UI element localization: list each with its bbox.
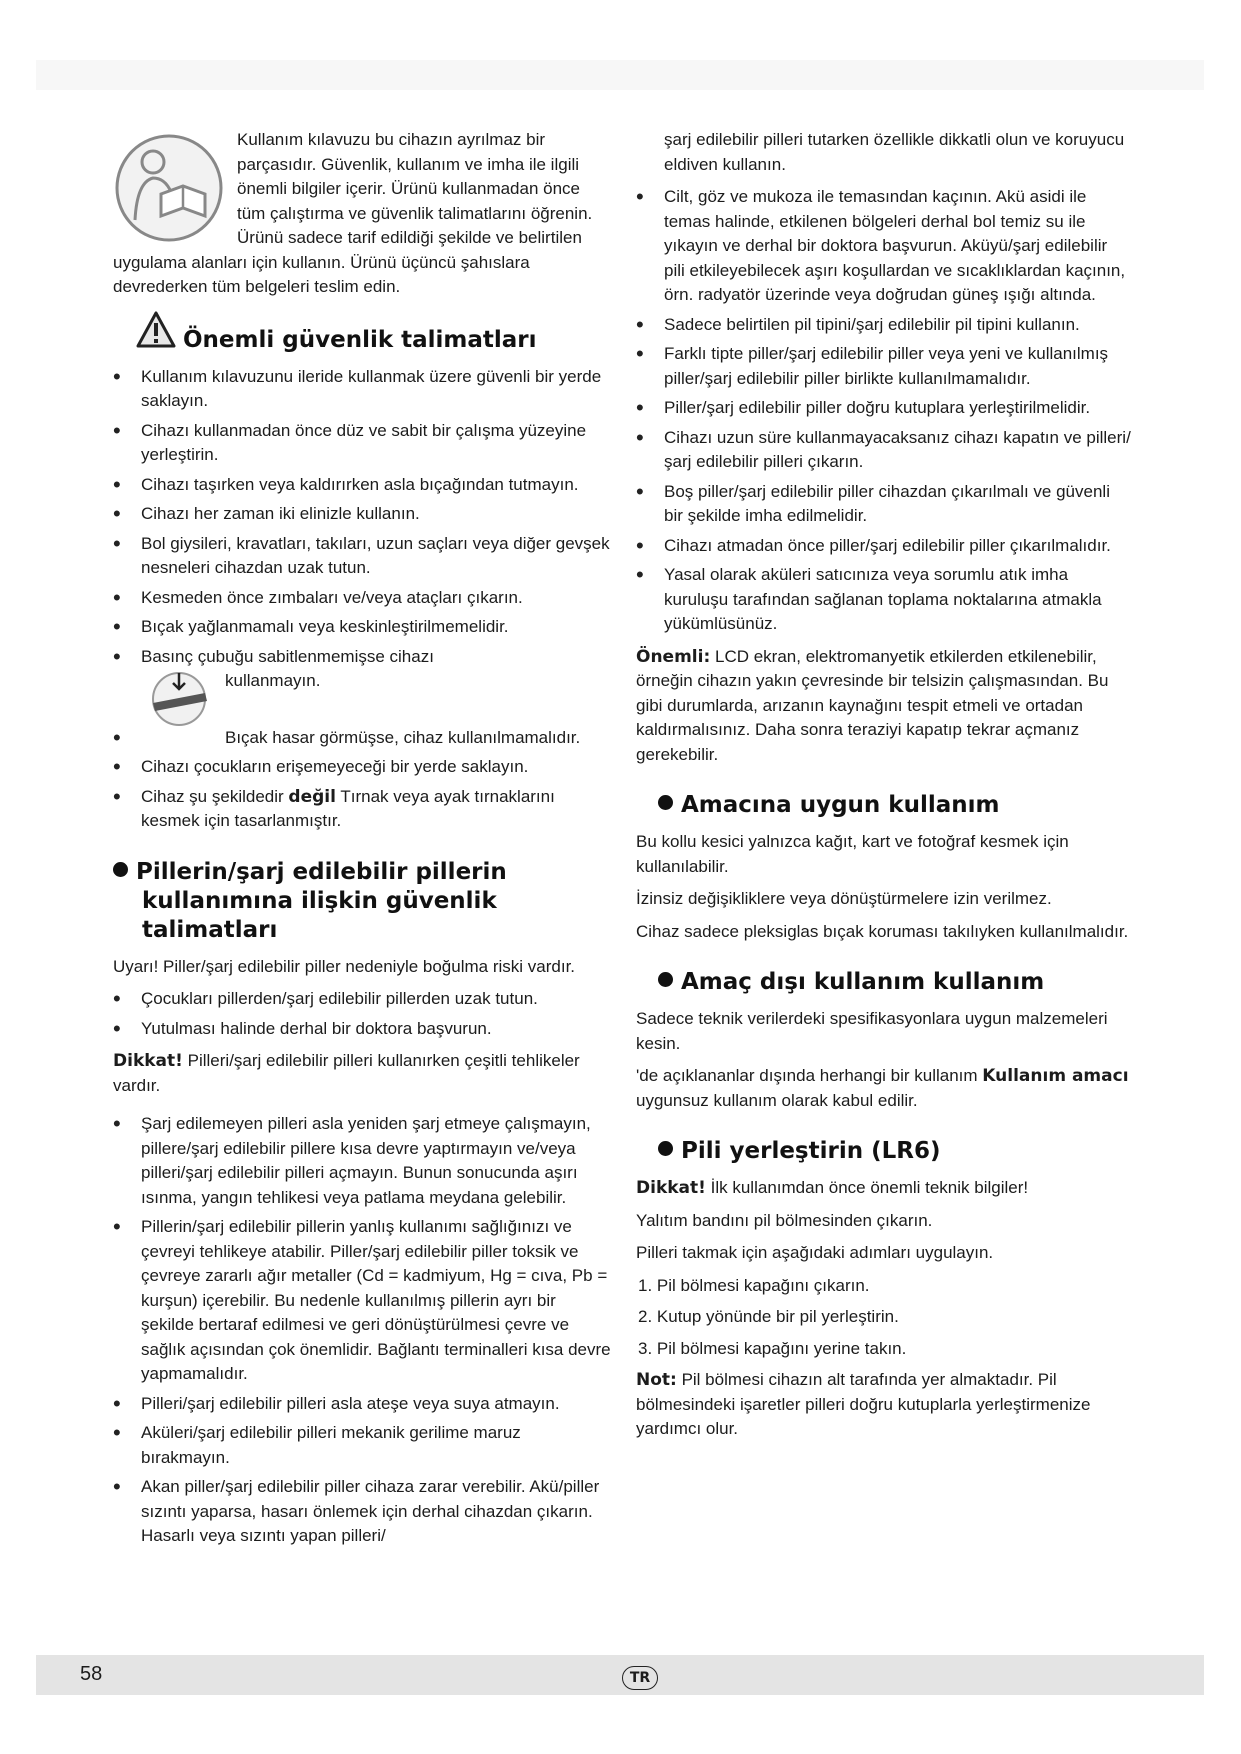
lcd-note [636, 645, 1132, 768]
list-item: • Cihazı her zaman iki elinizle kullanın. [113, 502, 613, 527]
list-item-pressure-bar [113, 645, 613, 721]
pusher-text-a: Basınç çubuğu sabitlenmemişse cihazı [141, 646, 434, 666]
note-text: Pil bölmesi cihazın alt tarafında yer almaktadır. Pil bölmesindeki işaretler pilleri doğru kutuplarla yerleştirmenize yardımcı olur. [636, 1370, 1091, 1438]
intended-heading-text: Amacına uygun kullanım [681, 792, 1000, 818]
page-number: 58 [80, 1663, 103, 1685]
list-item: • Cihazı uzun süre kullanmayacaksanız cihazı kapatın ve pilleri/şarj edilebilir pilleri çıkarın. [636, 426, 1132, 475]
insert-p2: Pilleri takmak için aşağıdaki adımları uygulayın. [636, 1243, 994, 1262]
misuse-heading [636, 968, 1132, 997]
battery-warning: Uyarı! Piller/şarj edilebilir piller nedeniyle boğulma riski vardır. [113, 956, 576, 976]
battery-caution [113, 1049, 613, 1098]
intended-p1: Bu kollu kesici yalnızca kağıt, kart ve fotoğraf kesmek için kullanılabilir. [636, 832, 1069, 876]
caution-label: Dikkat! [113, 1051, 183, 1071]
misuse-text: uygunsuz kullanım olarak kabul edilir. [636, 1090, 918, 1110]
list-item: • Aküleri/şarj edilebilir pilleri mekanik gerilime maruz bırakmayın. [113, 1421, 613, 1470]
list-item: • Pilleri/şarj edilebilir pilleri asla ateşe veya suya atmayın. [113, 1392, 613, 1417]
battery-list-2 [113, 1112, 613, 1549]
important-text: LCD ekran, elektromanyetik etkilerden etkilenebilir, örneğin cihazın yakın çevresinde bir telsizin çalışmasından. Bu gibi durumlarda, arızanın kaynağını tespit etmeli ve ortadan kaldırmalısınız. Daha sonra teraziyi kapatıp tekrar açmanız gerekebilir. [636, 646, 1109, 764]
list-item: • Çocukları pillerden/şarj edilebilir pillerden uzak tutun. [113, 987, 613, 1012]
intended-heading [636, 791, 1132, 820]
list-item: • Bol giysileri, kravatları, takıları, uzun saçları veya diğer gevşek nesneleri cihazdan uzak tutun. [113, 532, 613, 581]
intro-text: Kullanım kılavuzu bu cihazın ayrılmaz bir parçasıdır. Güvenlik, kullanım ve imha ile ilgili önemli bilgiler içerir. Ürünü kullanmadan önce tüm çalıştırma ve güvenlik talimatlarını öğrenin. Ürünü sadece tarif edildiği şekilde ve belirtilen uygulama alanları için kullanın. Ürünü üçüncü şahıslara devrederken tüm belgeleri teslim edin. [113, 130, 593, 296]
list-item: • Cihazı kullanmadan önce düz ve sabit bir çalışma yüzeyine yerleştirin. [113, 419, 613, 468]
list-item: • Bıçak yağlanmamalı veya keskinleştirilmemelidir. [113, 615, 613, 640]
list-item [113, 785, 613, 834]
right-column [636, 128, 1132, 1450]
heading-bullet-icon [658, 795, 673, 810]
important-label: Önemli: [636, 646, 711, 667]
insert-steps [636, 1274, 1132, 1362]
insert-caution [636, 1176, 1132, 1201]
misuse-p1: Sadece teknik verilerdeki spesifikasyonlara uygun malzemeleri kesin. [636, 1009, 1108, 1053]
list-item: • Cihazı atmadan önce piller/şarj edilebilir piller çıkarılmalıdır. [636, 534, 1132, 559]
list-item: • Yutulması halinde derhal bir doktora başvurun. [113, 1017, 613, 1042]
language-badge: TR [622, 1666, 658, 1690]
battery-heading [113, 858, 613, 945]
safety-list [113, 365, 613, 834]
battery-continued: şarj edilebilir pilleri tutarken özellikle dikkatli olun ve koruyucu eldiven kullanın. [664, 130, 1125, 174]
pusher-text-b: kullanmayın. [225, 671, 321, 690]
pressure-bar-icon [139, 669, 219, 727]
list-item: • Şarj edilemeyen pilleri asla yeniden şarj etmeye çalışmayın, pillere/şarj edilebilir pillere kısa devre yaptırmayın ve/veya pilleri/şarj edilebilir pilleri açmayın. Bunun sonucunda aşırı ısınma, yangın tehlikesi veya patlama meydana gelebilir. [113, 1112, 613, 1210]
intro-block [113, 128, 613, 300]
step-item: 1. Pil bölmesi kapağını çıkarın. [638, 1275, 870, 1295]
item-text: Cihaz şu şekildedir [141, 786, 289, 806]
list-item: • Bıçak hasar görmüşse, cihaz kullanılmamalıdır. [113, 726, 613, 751]
warning-triangle-icon [135, 310, 177, 350]
heading-bullet-icon [658, 1141, 673, 1156]
caution-label: Dikkat! [636, 1178, 706, 1198]
page-footer [36, 1655, 1204, 1695]
caution-text: Pilleri/şarj edilebilir pilleri kullanırken çeşitli tehlikeler vardır. [113, 1051, 580, 1095]
heading-bullet-icon [113, 862, 128, 877]
battery-heading-text: Pillerin/şarj edilebilir pillerin kullanımına ilişkin güvenlik talimatları [136, 858, 507, 943]
misuse-text: 'de açıklananlar dışında herhangi bir kullanım [636, 1066, 983, 1085]
list-item: • Kullanım kılavuzunu ileride kullanmak üzere güvenli bir yerde saklayın. [113, 365, 613, 414]
list-item: • Cilt, göz ve mukoza ile temasından kaçının. Akü asidi ile temas halinde, etkilenen bölgeleri derhal bol temiz su ile yıkayın ve derhal bir doktora başvurun. Aküyü/şarj edilebilir pili etkileyebilecek aşırı koşullardan ve sıcaklıklardan kaçının, örn. radyatör üzerinde veya doğrudan güneş ışığı altında. [636, 185, 1132, 308]
battery-list-3 [636, 185, 1132, 637]
list-item: • Pillerin/şarj edilebilir pillerin yanlış kullanımı sağlığınızı ve çevreyi tehlikeye atabilir. Piller/şarj edilebilir piller toksik ve çevreye zararlı ağır metaller (Cd = kadmiyum, Hg = cıva, Pb = kurşun) içerebilir. Bu nedenle kullanılmış pillerin ayrı bir şekilde bertaraf edilmesi ve geri dönüştürülmesi çevre ve sağlık açısından çok önemlidir. Bağlantı terminalleri kısa devre yapmamalıdır. [113, 1215, 613, 1387]
list-item: • Farklı tipte piller/şarj edilebilir piller veya yeni ve kullanılmış piller/şarj edilebilir piller birlikte kullanılmamalıdır. [636, 342, 1132, 391]
heading-bullet-icon [658, 972, 673, 987]
item-text: Tırnak veya ayak tırnaklarını kesmek için tasarlanmıştır. [141, 786, 555, 830]
read-manual-icon [113, 132, 225, 244]
safety-heading-text: Önemli güvenlik talimatları [183, 326, 537, 353]
list-item: • Sadece belirtilen pil tipini/şarj edilebilir pil tipini kullanın. [636, 313, 1132, 338]
top-band [36, 60, 1204, 90]
list-item: • Kesmeden önce zımbaları ve/veya ataçları çıkarın. [113, 586, 613, 611]
battery-insert-heading-text: Pili yerleştirin (LR6) [681, 1138, 941, 1164]
step-item: 3. Pil bölmesi kapağını yerine takın. [638, 1338, 907, 1358]
list-item: • Cihazı taşırken veya kaldırırken asla bıçağından tutmayın. [113, 473, 613, 498]
left-column [113, 128, 613, 1557]
misuse-bold: Kullanım amacı [982, 1066, 1129, 1086]
caution-text: İlk kullanımdan önce önemli teknik bilgiler! [705, 1178, 1029, 1197]
note-label: Not: [636, 1370, 677, 1390]
insert-note [636, 1368, 1132, 1442]
intended-p3: Cihaz sadece pleksiglas bıçak koruması takılıyken kullanılmalıdır. [636, 921, 1129, 941]
insert-p1: Yalıtım bandını pil bölmesinden çıkarın. [636, 1210, 933, 1230]
intended-p2: İzinsiz değişikliklere veya dönüştürmelere izin verilmez. [636, 889, 1052, 908]
list-item: • Boş piller/şarj edilebilir piller cihazdan çıkarılmalı ve güvenli bir şekilde imha edilmelidir. [636, 480, 1132, 529]
safety-heading [113, 326, 613, 355]
step-item: 2. Kutup yönünde bir pil yerleştirin. [638, 1307, 899, 1326]
battery-list-1 [113, 987, 613, 1041]
misuse-heading-text: Amaç dışı kullanım kullanım [681, 969, 1045, 995]
list-item: • Piller/şarj edilebilir piller doğru kutuplara yerleştirilmelidir. [636, 396, 1132, 421]
item-bold: değil [288, 786, 336, 807]
list-item: • Cihazı çocukların erişemeyeceği bir yerde saklayın. [113, 755, 613, 780]
misuse-p2 [636, 1064, 1132, 1113]
list-item: • Akan piller/şarj edilebilir piller cihaza zarar verebilir. Akü/piller sızıntı yaparsa, hasarı önlemek için derhal cihazdan çıkarın. Hasarlı veya sızıntı yapan pilleri/ [113, 1475, 613, 1549]
battery-insert-heading [636, 1137, 1132, 1166]
list-item: • Yasal olarak aküleri satıcınıza veya sorumlu atık imha kuruluşu tarafından sağlanan toplama noktalarına atmakla yükümlüsünüz. [636, 563, 1132, 637]
